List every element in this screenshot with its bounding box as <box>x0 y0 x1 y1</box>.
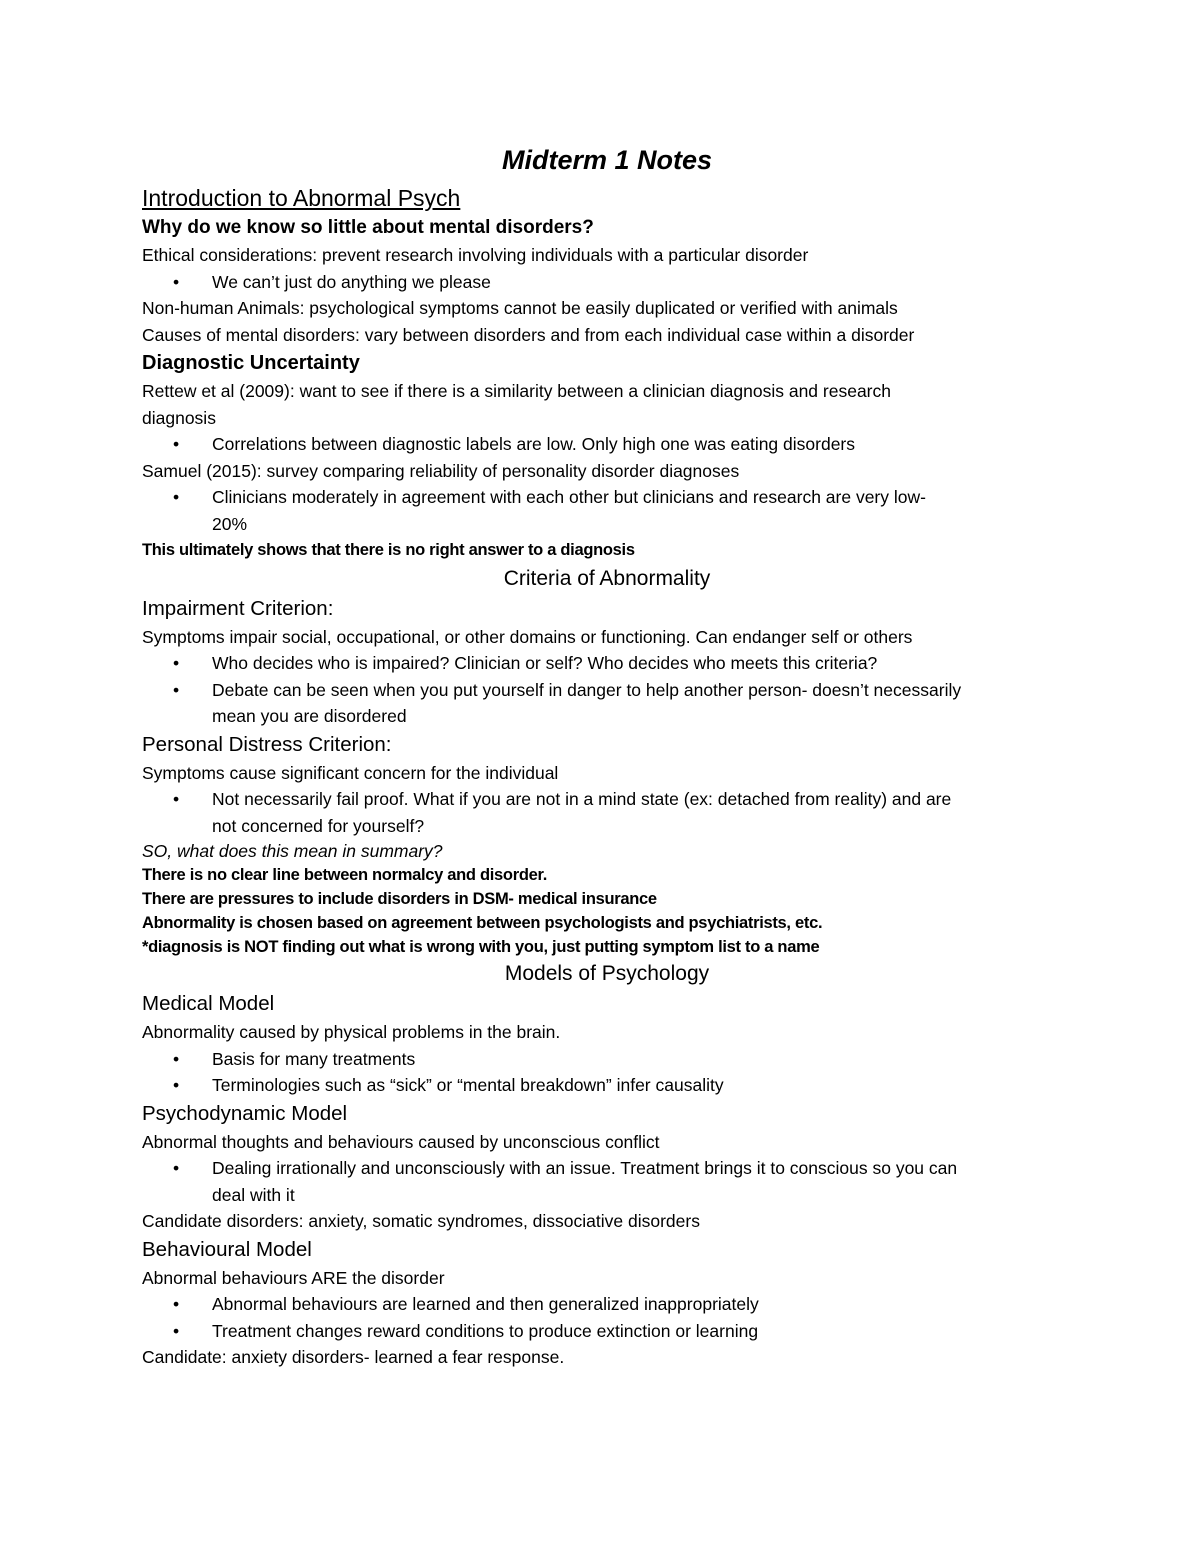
bullet-icon: • <box>173 1294 180 1314</box>
paragraph: Abnormality caused by physical problems in the brain. <box>142 1022 561 1042</box>
bullet-icon: • <box>173 1075 180 1095</box>
bullet-item: • Abnormal behaviours are learned and then generalized inappropriately <box>142 1291 1072 1318</box>
summary-line: There are pressures to include disorders in DSM- medical insurance <box>142 890 657 908</box>
paragraph: Symptoms impair social, occupational, or other domains or functioning. Can endanger self or others <box>142 626 913 647</box>
summary-line: *diagnosis is NOT finding out what is wrong with you, just putting symptom list to a name <box>142 938 820 956</box>
bullet-icon: • <box>173 679 180 700</box>
summary-line: There is no clear line between normalcy and disorder. <box>142 866 547 884</box>
bullet-item: • Terminologies such as “sick” or “mental breakdown” infer causality <box>142 1072 1072 1099</box>
bullet-icon: • <box>173 487 180 507</box>
paragraph: Candidate: anxiety disorders- learned a fear response. <box>142 1347 565 1367</box>
subheading-psychodynamic-model: Psychodynamic Model <box>142 1101 348 1125</box>
bullet-item: • We can’t just do anything we please <box>142 269 1072 296</box>
section-heading-intro: Introduction to Abnormal Psych <box>142 185 461 211</box>
paragraph: Candidate disorders: anxiety, somatic syndromes, dissociative disorders <box>142 1211 700 1231</box>
section-heading-models: Models of Psychology <box>504 962 710 985</box>
subheading-behavioural-model: Behavioural Model <box>142 1237 312 1261</box>
bullet-item: • Correlations between diagnostic labels are low. Only high one was eating disorders <box>142 431 1072 458</box>
bullet-item: • Debate can be seen when you put yourself in danger to help another person- doesn’t necessarily <box>142 677 1072 704</box>
paragraph: Non-human Animals: psychological symptoms cannot be easily duplicated or verified with animals <box>142 298 898 318</box>
section-heading-criteria: Criteria of Abnormality <box>503 566 711 590</box>
bullet-item: • Who decides who is impaired? Clinician or self? Who decides who meets this criteria? <box>142 650 1072 677</box>
bullet-icon: • <box>173 271 180 292</box>
bullet-continuation: deal with it <box>212 1184 295 1205</box>
bullet-continuation: not concerned for yourself? <box>212 815 425 836</box>
summary-line: Abnormality is chosen based on agreement between psychologists and psychiatrists, etc. <box>142 914 823 932</box>
bullet-icon: • <box>173 1158 180 1178</box>
question-heading: Why do we know so little about mental disorders? <box>142 217 594 238</box>
document-page <box>142 140 1072 1371</box>
paragraph: Rettew et al (2009): want to see if there is a similarity between a clinician diagnosis and research <box>142 381 891 401</box>
subheading-diagnostic-uncertainty: Diagnostic Uncertainty <box>142 352 360 374</box>
subheading-personal-distress: Personal Distress Criterion: <box>142 732 392 756</box>
paragraph: diagnosis <box>142 407 216 428</box>
paragraph: Abnormal behaviours ARE the disorder <box>142 1267 445 1288</box>
paragraph: Symptoms cause significant concern for the individual <box>142 762 559 783</box>
bullet-item: • Clinicians moderately in agreement with each other but clinicians and research are very low- <box>142 484 1072 511</box>
paragraph: Samuel (2015): survey comparing reliability of personality disorder diagnoses <box>142 460 740 481</box>
bullet-icon: • <box>173 434 180 454</box>
bullet-item: • Not necessarily fail proof. What if you are not in a mind state (ex: detached from reality) and are <box>142 786 1072 813</box>
bullet-continuation: 20% <box>212 513 248 534</box>
bullet-icon: • <box>173 1048 180 1069</box>
subheading-impairment: Impairment Criterion: <box>142 596 334 620</box>
paragraph: Abnormal thoughts and behaviours caused by unconscious conflict <box>142 1131 660 1152</box>
document-title: Midterm 1 Notes <box>501 145 713 175</box>
bullet-item: • Treatment changes reward conditions to produce extinction or learning <box>142 1318 1072 1345</box>
bullet-item: • Dealing irrationally and unconsciously with an issue. Treatment brings it to conscious so you can <box>142 1155 1072 1182</box>
paragraph: Ethical considerations: prevent research involving individuals with a particular disorder <box>142 245 809 265</box>
paragraph: Causes of mental disorders: vary between disorders and from each individual case within a disorder <box>142 324 915 345</box>
bullet-item: • Basis for many treatments <box>142 1046 1072 1073</box>
italic-question: SO, what does this mean in summary? <box>142 841 443 861</box>
bold-conclusion: This ultimately shows that there is no right answer to a diagnosis <box>142 541 635 559</box>
bullet-icon: • <box>173 1320 180 1341</box>
bullet-icon: • <box>173 789 180 809</box>
bullet-continuation: mean you are disordered <box>212 706 407 726</box>
bullet-icon: • <box>173 653 180 673</box>
subheading-medical-model: Medical Model <box>142 992 275 1015</box>
